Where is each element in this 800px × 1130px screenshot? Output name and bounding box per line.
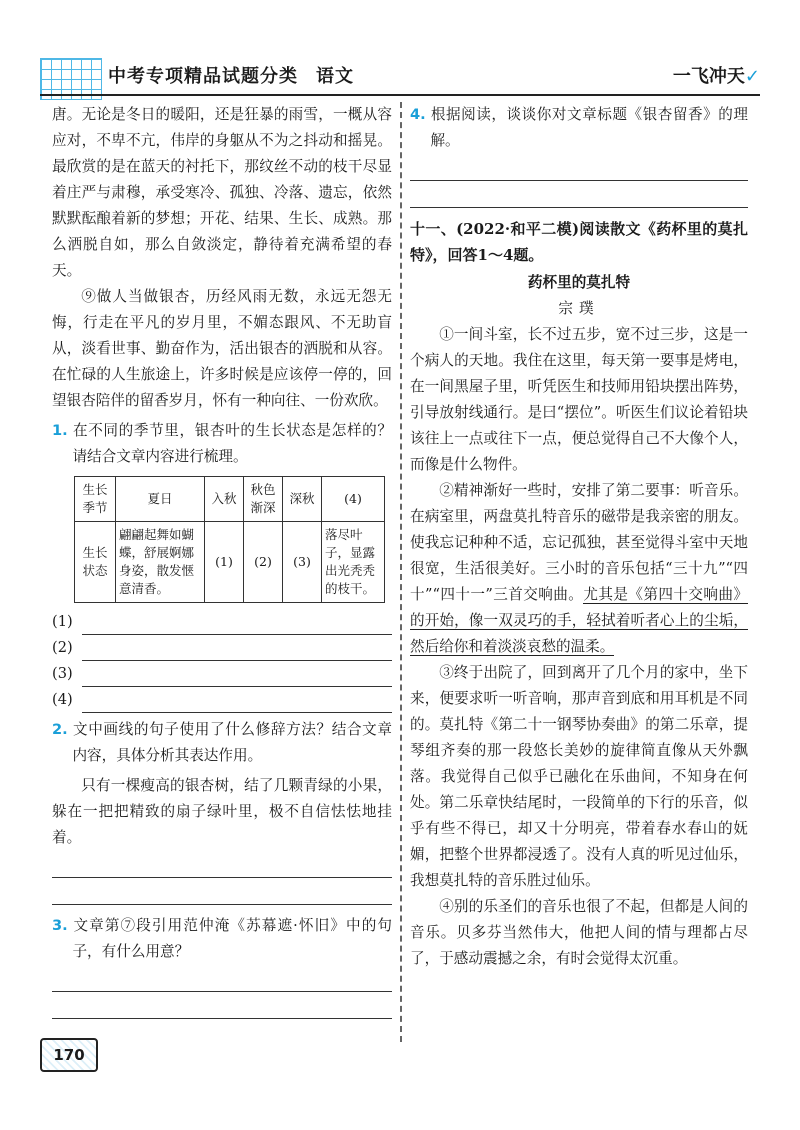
article-author: 宗璞	[558, 300, 600, 317]
answer-line[interactable]	[52, 851, 392, 878]
answer-line[interactable]	[52, 992, 392, 1019]
question-4: 4. 根据阅读，谈谈你对文章标题《银杏留香》的理解。	[410, 106, 748, 149]
question-1: 1. 在不同的季节里，银杏叶的生长状态是怎样的？请结合文章内容进行梳理。	[52, 422, 392, 465]
answer-line-3[interactable]: (3)	[52, 661, 392, 687]
article-paragraph-4: ④别的乐圣们的音乐也很了不起，但都是人间的音乐。贝多芬当然伟大，他把人间的情与理都占尽了，于感动震撼之余，有时会觉得太沉重。	[410, 898, 748, 967]
question-3: 3. 文章第⑦段引用范仲淹《苏幕遮·怀旧》中的句子，有什么用意？	[52, 917, 392, 960]
article-paragraph-2: ②精神渐好一些时，安排了第二要事：听音乐。在病室里，两盘莫扎特音乐的磁带是我亲密的朋友。使我忘记种种不适，忘记孤独，甚至觉得斗室中天地很宽，生活很美好。三小时的音乐包括“三十九”“四十”“四十一”三首交响曲。尤其是《第四十交响曲》的开始，像一双灵巧的手，轻拭着听者心上的尘垢，然后给你和着淡淡哀愁的温柔。	[410, 482, 748, 655]
article-paragraph-3: ③终于出院了，回到离开了几个月的家中，坐下来，便要求听一听音响，那声音到底和用耳机是不同的。莫扎特《第二十一钢琴协奏曲》的第二乐章，提琴组齐奏的那一段悠长美妙的旋律简直像从天外飘落。我觉得自己似乎已融化在乐曲间，不知身在何处。第二乐章快结尾时，一段简单的下行的乐音，似乎有些不得已，却又十分明亮，带着春水春山的妩媚，把整个世界都浸透了。没有人真的听见过仙乐，我想莫扎特的音乐胜过仙乐。	[410, 664, 748, 889]
answer-line[interactable]	[52, 965, 392, 992]
header-rule	[40, 94, 760, 96]
header-brand: 一飞冲天✓	[672, 66, 760, 87]
answer-line-4[interactable]: (4)	[52, 687, 392, 713]
right-column	[410, 102, 748, 972]
header-series: 中考专项精品试题分类	[108, 66, 298, 87]
question-2-quote: 只有一棵瘦高的银杏树，结了几颗青绿的小果，躲在一把把精致的扇子绿叶里，极不自信怯怯地挂着。	[52, 777, 392, 846]
season-table	[74, 476, 385, 603]
paragraph-9: ⑨做人当做银杏，历经风雨无数，永远无怨无悔，行走在平凡的岁月里，不媚态跟风、不无助盲从，淡看世事、勤奋作为，活出银杏的洒脱和从容。在忙碌的人生旅途上，许多时候是应该停一停的，回望银杏陪伴的留香岁月，怀有一种向往、一份欢欣。	[52, 288, 392, 409]
answer-line-1[interactable]: (1)	[52, 609, 392, 635]
header-subject: 语文	[316, 66, 354, 87]
left-column	[52, 102, 392, 1019]
paragraph-continued: 唐。无论是冬日的暖阳，还是狂暴的雨雪，一概从容应对，不卑不亢，伟岸的身躯从不为之抖动和摇晃。最欣赏的是在蓝天的衬托下，那纹丝不动的枝干尽显着庄严与肃穆，承受寒冷、孤独、冷落、遗忘，依然默默酝酿着新的梦想；开花、结果、生长、成熟。那么洒脱自如，那么自敛淡定，静待着充满希望的春天。	[52, 106, 392, 279]
answer-line[interactable]	[52, 878, 392, 905]
answer-line[interactable]	[410, 181, 748, 208]
underlined-sentence: 尤其是《第四十交响曲》的开始，像一双灵巧的手，轻拭着听者心上的尘垢，然后给你和着淡淡哀愁的温柔。	[410, 586, 748, 655]
article-title: 药杯里的莫扎特	[527, 274, 631, 291]
page-number: 170	[40, 1038, 98, 1072]
answer-line-2[interactable]: (2)	[52, 635, 392, 661]
question-2: 2. 文中画线的句子使用了什么修辞方法？结合文章内容，具体分析其表达作用。	[52, 721, 392, 764]
column-divider	[400, 102, 402, 1042]
section-heading: 十一、(2022·和平二模)阅读散文《药杯里的莫扎特》，回答1～4题。	[410, 220, 748, 264]
table-header-row: 生长季节 夏日 入秋 秋色渐深 深秋 (4)	[75, 477, 385, 522]
article-paragraph-1: ①一间斗室，长不过五步，宽不过三步，这是一个病人的天地。我住在这里，每天第一要事是烤电，在一间黑屋子里，听凭医生和技师用铅块摆出阵势，引导放射线通行。是曰“摆位”。听医生们议论着铅块该往上一点或往下一点，便总觉得自己不大像个人，而像是什么物件。	[410, 326, 748, 473]
answer-line[interactable]	[410, 154, 748, 181]
brand-check-icon: ✓	[744, 66, 760, 87]
page-header	[40, 52, 760, 100]
header-title	[108, 62, 354, 88]
table-row: 生长状态 翩翩起舞如蝴蝶，舒展婀娜身姿，散发惬意清香。 (1) (2) (3) 落尽叶子，显露出光秃秃的枝干。	[75, 522, 385, 603]
